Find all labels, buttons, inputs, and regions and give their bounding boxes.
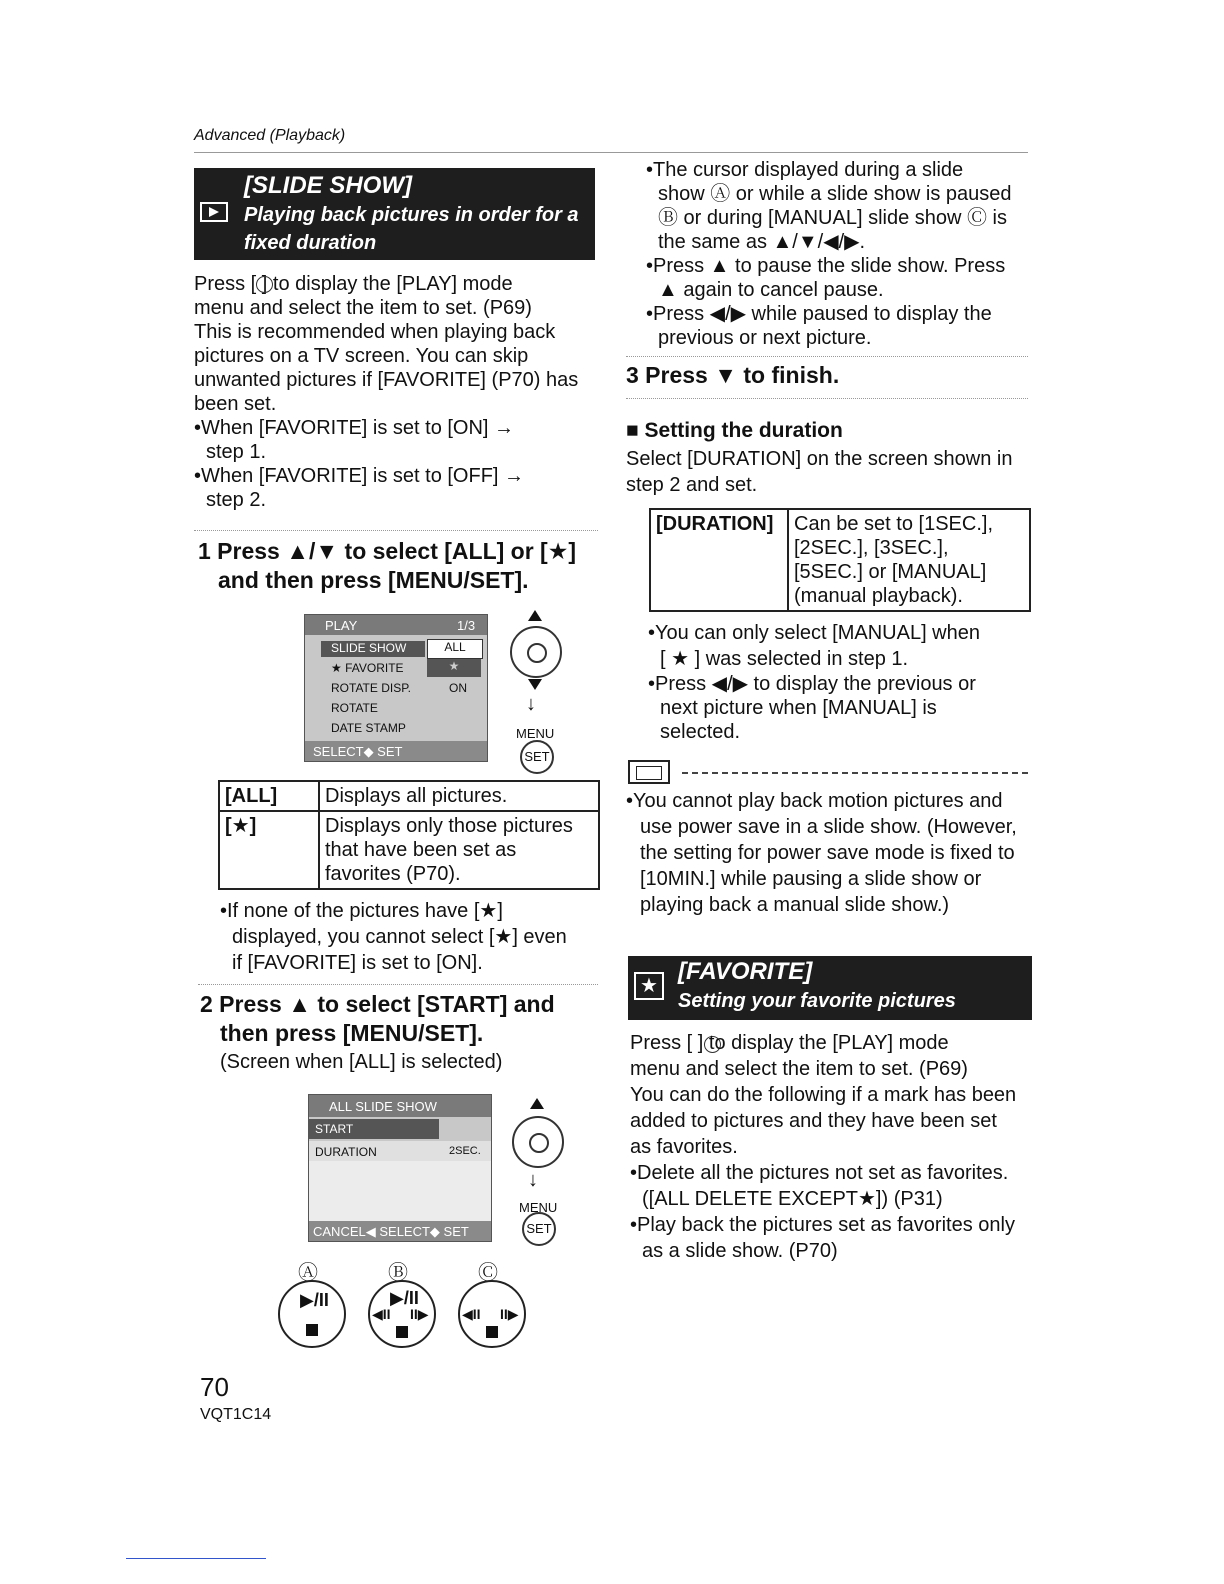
menu-label: MENU: [519, 1200, 558, 1215]
header-rule: [194, 152, 1028, 153]
note-line: •Press ◀/▶ to display the previous or: [648, 673, 976, 695]
screen-header: [305, 615, 487, 635]
slideshow-subtitle-1: Playing back pictures in order for a: [244, 204, 579, 226]
controller-a-icon: ▶/II: [278, 1280, 346, 1348]
note-line: [ ★ ] was selected in step 1.: [660, 648, 909, 670]
bullet-line: ([ALL DELETE EXCEPT★]) (P31): [642, 1188, 943, 1210]
divider: [198, 984, 598, 985]
screen-footer: [309, 1221, 491, 1241]
note-line: [10MIN.] while pausing a slide show or: [640, 868, 982, 890]
value-line: Displays only those pictures: [325, 815, 573, 837]
note-line: next picture when [MANUAL] is: [660, 697, 937, 719]
bullet-line: •Delete all the pictures not set as favorites.: [630, 1162, 1009, 1184]
cursor-dial-icon: [512, 1116, 564, 1168]
slideshow-subtitle-2: fixed duration: [244, 232, 377, 254]
note-line: the same as ▲/▼/◀/▶.: [658, 231, 866, 253]
slideshow-start-screen: [308, 1094, 492, 1242]
value-line: [5SEC.] or [MANUAL]: [794, 561, 987, 583]
step3: 3 Press ▼ to finish.: [626, 362, 840, 388]
row-duration: [309, 1141, 491, 1161]
favorite-title-bar: [628, 956, 1032, 1020]
note-line: •Press ▲ to pause the slide show. Press: [646, 255, 1006, 277]
value-line: (manual playback).: [794, 585, 963, 607]
intro-line: Press [ ] to display the [PLAY] mode: [630, 1032, 949, 1054]
note-line: show Ⓐ or while a slide show is paused: [658, 183, 1012, 205]
option-value: [319, 811, 599, 889]
option-key: [ALL]: [219, 781, 319, 811]
note-dashes: [682, 772, 1028, 774]
row-label: SLIDE SHOW: [331, 641, 407, 655]
table-row: [650, 509, 1030, 611]
favorite-subtitle: Setting your favorite pictures: [678, 990, 956, 1012]
note-line: •The cursor displayed during a slide: [646, 159, 964, 181]
intro-line: as favorites.: [630, 1136, 738, 1158]
cursor-dial-icon: [510, 626, 562, 678]
note-line: if [FAVORITE] is set to [ON].: [232, 952, 483, 974]
value-line: Displays all pictures.: [325, 785, 508, 807]
bullet-line: as a slide show. (P70): [642, 1240, 838, 1262]
divider: [626, 356, 1028, 357]
value-star: ★: [427, 659, 481, 677]
power-save-note: [626, 788, 1030, 918]
label-b: Ⓑ: [388, 1262, 408, 1284]
slideshow-title: [SLIDE SHOW]: [244, 172, 412, 199]
up-arrow-icon: [528, 610, 542, 621]
menu-label: MENU: [516, 726, 555, 741]
step1-line2: and then press [MENU/SET].: [218, 567, 529, 593]
text-line: step 2 and set.: [626, 474, 758, 496]
note-line: ▲ again to cancel pause.: [658, 279, 884, 301]
press-arrow-icon: ↓: [528, 1169, 538, 1191]
duration-heading: ■ Setting the duration: [626, 419, 843, 442]
note-line: the setting for power save mode is fixed to: [640, 842, 1015, 864]
duration-key: [DURATION]: [650, 509, 788, 611]
note-line: Ⓑ or during [MANUAL] slide show Ⓒ is: [658, 207, 1008, 229]
note-line: •You can only select [MANUAL] when: [648, 622, 980, 644]
set-button-icon: [520, 740, 554, 774]
intro-line: You can do the following if a mark has been: [630, 1084, 1017, 1106]
screen-footer: [305, 741, 487, 761]
option-key: [★]: [219, 811, 319, 889]
footer-text: SELECT◆ SET: [313, 744, 403, 759]
duration-text: [626, 446, 1028, 498]
screen-row-date-stamp: DATE STAMP: [331, 721, 406, 735]
value-line: favorites (P70).: [325, 863, 461, 885]
label-c: Ⓒ: [478, 1262, 498, 1284]
note-line: previous or next picture.: [658, 327, 872, 349]
screen-header-title: PLAY: [325, 618, 358, 633]
row-start: [309, 1119, 439, 1139]
set-button-icon: [522, 1212, 556, 1246]
section-header: Advanced (Playback): [194, 127, 346, 144]
note-line: •If none of the pictures have [★]: [220, 900, 503, 922]
note-line: use power save in a slide show. (However,: [640, 816, 1017, 838]
bullet-line: •When [FAVORITE] is set to [ON] →: [194, 417, 515, 439]
favorite-intro: [630, 1030, 1034, 1264]
note-line: playing back a manual slide show.): [640, 894, 950, 916]
slideshow-intro: [194, 272, 604, 512]
step1-line1: 1 Press ▲/▼ to select [ALL] or [★]: [198, 538, 576, 564]
row-label: DURATION: [315, 1145, 377, 1159]
screen-row-rotate-disp: ROTATE DISP.: [331, 681, 412, 695]
note-line: •Press ◀/▶ while paused to display the: [646, 303, 992, 325]
intro-line: menu and select the item to set. (P69): [194, 297, 532, 319]
label-a: Ⓐ: [298, 1262, 318, 1284]
note-line: •You cannot play back motion pictures and: [626, 790, 1003, 812]
note-line: selected.: [660, 721, 741, 743]
bullet-line: step 2.: [206, 489, 267, 511]
up-arrow-icon: [530, 1098, 544, 1109]
intro-line: been set.: [194, 393, 277, 415]
intro-line: unwanted pictures if [FAVORITE] (P70) has: [194, 369, 579, 391]
note-line: displayed, you cannot select [★] even: [232, 926, 567, 948]
duration-value: [788, 509, 1030, 611]
press-arrow-icon: ↓: [526, 693, 536, 715]
page-number: 70: [200, 1372, 229, 1402]
duration-table: [649, 508, 1031, 612]
screen-row-slideshow: [321, 641, 425, 657]
divider: [626, 398, 1028, 399]
bullet-line: •When [FAVORITE] is set to [OFF] →: [194, 465, 525, 487]
screen-page: 1/3: [457, 618, 476, 633]
slideshow-title-bar: [194, 168, 595, 260]
row-value: 2SEC.: [449, 1145, 481, 1157]
screen-row-rotate: ROTATE: [331, 701, 378, 715]
down-arrow-icon: [528, 679, 542, 690]
bullet-line: step 1.: [206, 441, 267, 463]
step2-line2: then press [MENU/SET].: [220, 1020, 484, 1046]
playback-icon: [200, 202, 228, 222]
menu-set-icon-inline: [256, 276, 273, 293]
screen-body: [309, 1161, 491, 1221]
option-value: [319, 781, 599, 811]
set-label: SET: [526, 1221, 552, 1236]
screen-header: [309, 1095, 491, 1117]
controller-b-icon: ▶/II ◀II II▶: [368, 1280, 436, 1348]
footer-text: CANCEL◀ SELECT◆ SET: [313, 1224, 469, 1239]
step2-sub: (Screen when [ALL] is selected): [220, 1051, 503, 1073]
slideshow-options-table: [218, 780, 600, 890]
favorite-title: [FAVORITE]: [678, 958, 813, 985]
controller-c-icon: ◀II II▶: [458, 1280, 526, 1348]
intro-line: added to pictures and they have been set: [630, 1110, 997, 1132]
screen-row-favorite: ★ FAVORITE: [331, 661, 404, 675]
value-line: [2SEC.], [3SEC.],: [794, 537, 949, 559]
set-label: SET: [524, 749, 550, 764]
note-icon: [628, 760, 670, 784]
value-on: ON: [449, 681, 467, 695]
value-line: Can be set to [1SEC.],: [794, 513, 993, 535]
bottom-rule: [126, 1558, 266, 1559]
divider: [194, 530, 598, 531]
intro-line: menu and select the item to set. (P69): [630, 1058, 968, 1080]
intro-line: Press [ ] to display the [PLAY] mode: [194, 273, 513, 295]
cursor-notes: [646, 158, 1046, 350]
star-icon: ★: [634, 972, 664, 1000]
manual-notes: [648, 620, 1028, 744]
value-line: that have been set as: [325, 839, 517, 861]
favorite-note: [220, 898, 600, 976]
bullet-line: •Play back the pictures set as favorites only: [630, 1214, 1015, 1236]
row-label: START: [315, 1122, 354, 1136]
text-line: Select [DURATION] on the screen shown in: [626, 448, 1013, 470]
model-code: VQT1C14: [200, 1406, 272, 1423]
table-row: [219, 781, 599, 811]
screen-header-title: ALL SLIDE SHOW: [329, 1099, 437, 1114]
intro-line: This is recommended when playing back: [194, 321, 556, 343]
intro-line: pictures on a TV screen. You can skip: [194, 345, 529, 367]
step2-line1: 2 Press ▲ to select [START] and: [200, 991, 555, 1017]
play-menu-screen: [304, 614, 488, 762]
value-all: ALL: [427, 639, 483, 659]
table-row: [219, 811, 599, 889]
